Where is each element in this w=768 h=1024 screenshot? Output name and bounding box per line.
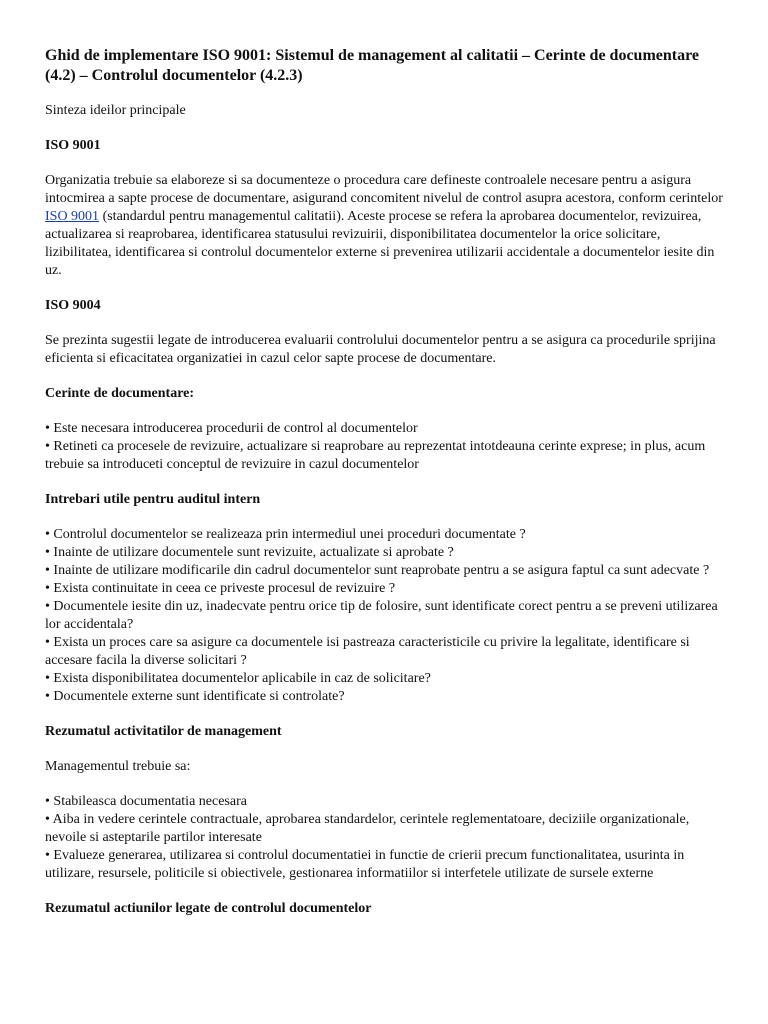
iso9001-text-after-link: (standardul pentru managementul calitatii). Aceste procese se refera la aprobarea documentelor, revizuirea, actualizarea si reaprobarea, identificarea statusului revizuirii, disponibilitatea documentelor la orice solicitare, lizibilitatea, identificarea si controlul documentelor externe si prevenirea utilizarii accidentale a documentelor iesite din uz. bbox=[45, 209, 715, 278]
list-item: • Exista disponibilitatea documentelor aplicabile in caz de solicitare? bbox=[45, 671, 431, 686]
list-item: • Retineti ca procesele de revizuire, actualizare si reaprobare au reprezentat intotdeauna cerinte exprese; in plus, acum trebuie sa introduceti conceptul de revizuire in cazul documentelor bbox=[45, 439, 706, 472]
list-item: • Este necesara introducerea procedurii de control al documentelor bbox=[45, 421, 418, 436]
iso9001-text-before-link: Organizatia trebuie sa elaboreze si sa documenteze o procedura care defineste controalele necesare pentru a asigura intocmirea a sapte procese de documentare, asigurand concomitent nivelul de control asupra acestora, conform cerintelor bbox=[45, 173, 723, 206]
iso9004-paragraph: Se prezinta sugestii legate de introducerea evaluarii controlului documentelor pentru a se asigura ca procedurile sprijina eficienta si eficacitatea organizatiei in cazul celor sapte procese de documentare. bbox=[45, 333, 716, 366]
heading-rezumat-management: Rezumatul activitatilor de management bbox=[45, 724, 282, 739]
list-item: • Controlul documentelor se realizeaza prin intermediul unei proceduri documentate ? bbox=[45, 527, 526, 542]
document-page bbox=[45, 46, 725, 935]
heading-rezumat-actiuni: Rezumatul actiunilor legate de controlul documentelor bbox=[45, 901, 372, 916]
intrebari-list bbox=[45, 526, 725, 706]
document-title: Ghid de implementare ISO 9001: Sistemul de management al calitatii – Cerinte de documentare (4.2) – Controlul documentelor (4.2.3) bbox=[45, 47, 700, 84]
iso9001-paragraph bbox=[45, 172, 725, 280]
list-item: • Documentele externe sunt identificate si controlate? bbox=[45, 689, 345, 704]
list-item: • Inainte de utilizare documentele sunt revizuite, actualizate si aprobate ? bbox=[45, 545, 454, 560]
rezumat-management-intro: Managementul trebuie sa: bbox=[45, 759, 191, 774]
heading-iso9001: ISO 9001 bbox=[45, 138, 101, 153]
heading-iso9004: ISO 9004 bbox=[45, 298, 101, 313]
list-item: • Stabileasca documentatia necesara bbox=[45, 794, 247, 809]
cerinte-list bbox=[45, 420, 725, 474]
heading-intrebari: Intrebari utile pentru auditul intern bbox=[45, 492, 261, 507]
list-item: • Inainte de utilizare modificarile din cadrul documentelor sunt reaprobate pentru a se asigura faptul ca sunt adecvate ? bbox=[45, 563, 710, 578]
intro-text: Sinteza ideilor principale bbox=[45, 103, 186, 118]
list-item: • Exista continuitate in ceea ce priveste procesul de revizuire ? bbox=[45, 581, 396, 596]
list-item: • Aiba in vedere cerintele contractuale, aprobarea standardelor, cerintele reglementatoare, deciziile organizationale, nevoile si asteptarile partilor interesate bbox=[45, 812, 690, 845]
iso9001-link[interactable]: ISO 9001 bbox=[45, 209, 100, 224]
list-item: • Exista un proces care sa asigure ca documentele isi pastreaza caracteristicile cu privire la legalitate, identificare si accesare facila la diverse solicitari ? bbox=[45, 635, 690, 668]
list-item: • Documentele iesite din uz, inadecvate pentru orice tip de folosire, sunt identificate corect pentru a se preveni utilizarea lor accidentala? bbox=[45, 599, 718, 632]
heading-cerinte: Cerinte de documentare: bbox=[45, 386, 195, 401]
list-item: • Evalueze generarea, utilizarea si controlul documentatiei in functie de crierii precum functionalitatea, usurinta in utilizare, resursele, politicile si obiectivele, gestionarea informatiilor si interfetele utilizate de sursele externe bbox=[45, 848, 685, 881]
rezumat-management-list bbox=[45, 793, 725, 883]
